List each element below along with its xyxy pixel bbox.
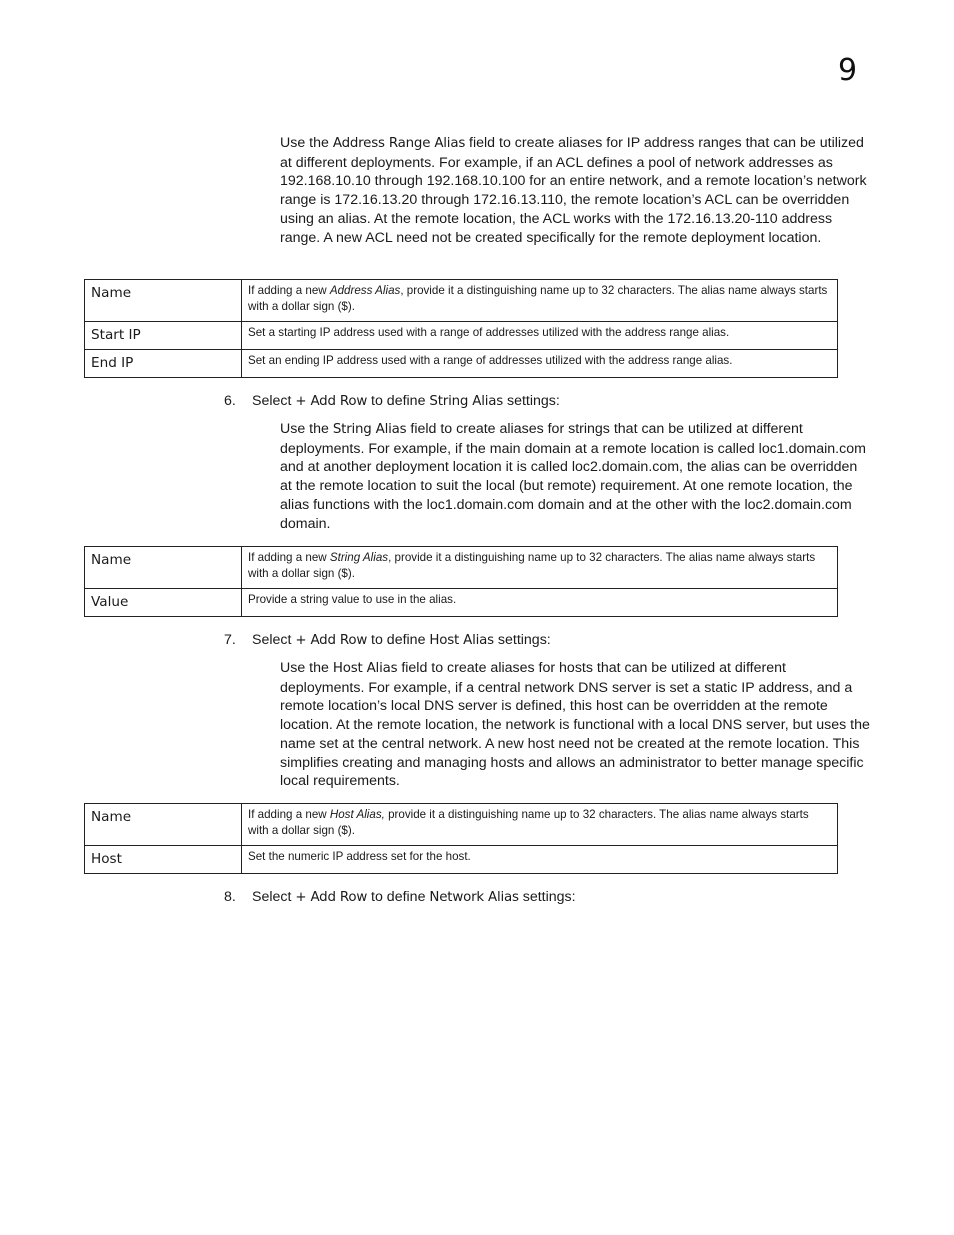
table-row xyxy=(85,280,838,322)
row-key: End IP xyxy=(85,350,242,378)
step-8: 8. Select + Add Row to define Network Alias settings: xyxy=(224,889,576,905)
row-description: If adding a new Address Alias, provide it a distinguishing name up to 32 characters. The alias name always starts with a dollar sign ($). xyxy=(242,280,838,322)
table-row xyxy=(85,589,838,617)
table-row xyxy=(85,804,838,846)
row-description: Set an ending IP address used with a range of addresses utilized with the address range alias. xyxy=(242,350,838,378)
row-description: Set the numeric IP address set for the host. xyxy=(242,846,838,874)
string-alias-intro: Use the String Alias field to create aliases for strings that can be utilized at different deployments. For example, if the main domain at a remote location is called loc1.domain.com and at another deployment location it is called loc2.domain.com, the alias can be overridden at the remote location to suit the local (but remote) requirement. At one remote location, the alias functions with the loc1.domain.com domain and at the other with the loc2.domain.com domain. xyxy=(280,421,866,532)
row-description: Set a starting IP address used with a range of addresses utilized with the address range alias. xyxy=(242,322,838,350)
row-key: Name xyxy=(85,804,242,846)
table-row xyxy=(85,350,838,378)
table-row xyxy=(85,547,838,589)
address-range-intro: Use the Address Range Alias field to create aliases for IP address ranges that can be utilized at different deployments. For example, if an ACL defines a pool of network addresses as 192.168.10.10 through 192.168.10.100 for an entire network, and a remote location’s network range is 172.16.13.20 through 172.16.13.110, the remote location’s ACL can be overridden using an alias. At the remote location, the ACL works with the 172.16.13.20-110 address range. A new ACL need not be created specifically for the remote deployment location. xyxy=(280,135,867,246)
chapter-number: 9 xyxy=(838,53,858,88)
row-key: Name xyxy=(85,280,242,322)
row-description: Provide a string value to use in the alias. xyxy=(242,589,838,617)
table-row xyxy=(85,322,838,350)
host-alias-term: Host Alias xyxy=(332,661,398,676)
row-key: Host xyxy=(85,846,242,874)
step-7: 7. Select + Add Row to define Host Alias settings: xyxy=(224,632,551,648)
row-description: If adding a new Host Alias, provide it a distinguishing name up to 32 characters. The alias name always starts with a dollar sign ($). xyxy=(242,804,838,846)
add-row-link: + Add Row xyxy=(295,890,368,905)
step-6: 6. Select + Add Row to define String Alias settings: xyxy=(224,393,560,409)
string-alias-table xyxy=(84,546,838,617)
row-key: Start IP xyxy=(85,322,242,350)
host-alias-table xyxy=(84,803,838,874)
string-alias-term: String Alias xyxy=(332,422,407,437)
host-alias-intro: Use the Host Alias field to create aliases for hosts that can be utilized at different deployments. For example, if a central network DNS server is set a static IP address, and a remote location’s local DNS server is defined, this host can be overridden at the remote location. At the remote location, the network is functional with a local DNS server, but uses the name set at the central network. A new host need not be created at the remote location. This simplifies creating and managing hosts and allows an administrator to better manage specific local requirements. xyxy=(280,660,870,790)
row-description: If adding a new String Alias, provide it a distinguishing name up to 32 characters. The alias name always starts with a dollar sign ($). xyxy=(242,547,838,589)
address-range-alias-term: Address Range Alias xyxy=(332,136,466,151)
row-key: Value xyxy=(85,589,242,617)
add-row-link: + Add Row xyxy=(295,394,368,409)
add-row-link: + Add Row xyxy=(295,633,368,648)
row-key: Name xyxy=(85,547,242,589)
table-row xyxy=(85,846,838,874)
address-range-table xyxy=(84,279,838,378)
